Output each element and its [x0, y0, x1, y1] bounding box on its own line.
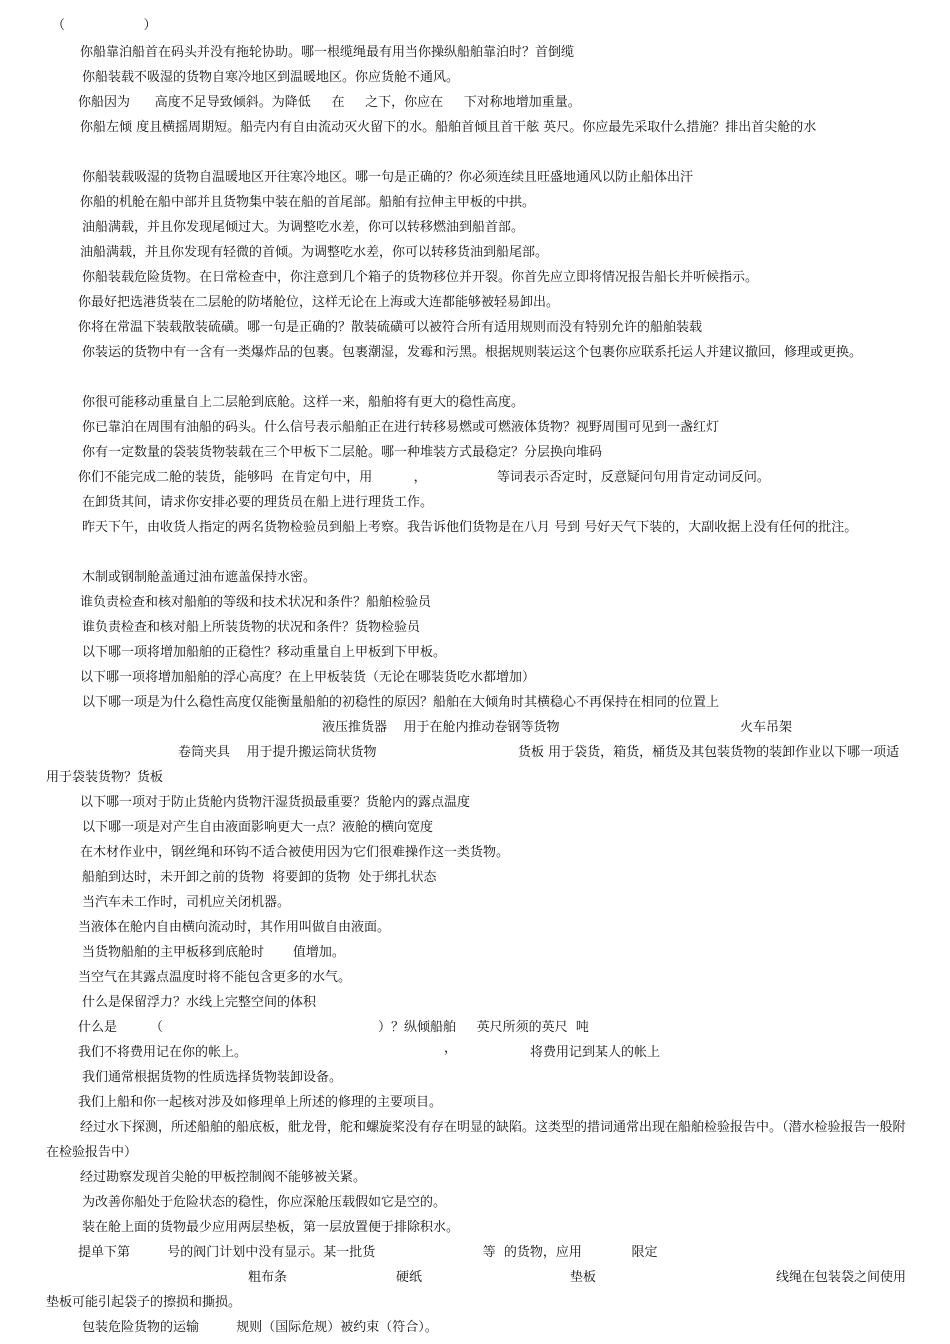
- text-paragraph-19: 昨天下午，由收货人指定的两名货物检验员到船上考察。我告诉他们货物是在八月 号到 号好天气下装的，大副收据上没有任何的批注。: [82, 520, 858, 535]
- text-line-41: ，: [444, 1041, 458, 1056]
- text-paragraph-29: 货板 用于袋货，箱货，桶货及其包装货物的装卸作业以下哪一项适用于袋装货物？货板: [46, 745, 900, 785]
- text-line-36: 当货物船舶的主甲板移到底舱时 值增加。: [82, 945, 345, 960]
- text-line-46: 经过勘察发现首尖舱的甲板控制阀不能够被关紧。: [80, 1170, 367, 1185]
- text-line-40: 我们不将费用记在你的帐上。: [78, 1045, 248, 1060]
- text-line-39: 什么是 （ ）？纵倾船舶 英尺所须的英尺 吨: [78, 1020, 589, 1035]
- text-line-15: 你已靠泊在周围有油船的码头。什么信号表示船舶正在进行转移易燃或可燃液体货物？视野周围可见到一盏红灯: [82, 420, 720, 435]
- text-line-33: 船舶到达时，未开卸之前的货物 将要卸的货物 处于绑扎状态: [82, 870, 437, 885]
- text-paragraph-53: 线绳在包装袋之间使用垫板可能引起袋子的擦损和撕损。: [46, 1270, 907, 1310]
- text-line-26: 液压推货器 用于在舱内推动卷钢等货物: [322, 720, 560, 735]
- text-line-4: 你船因为 高度不足导致倾斜。为降低 在 之下，你应在 下对称地增加重量。: [78, 95, 581, 110]
- text-line-30: 以下哪一项对于防止货舱内货物汗湿货损最重要？货舱内的露点温度: [80, 795, 471, 810]
- text-line-31: 以下哪一项是对产生自由液面影响更大一点？液舱的横向宽度: [82, 820, 434, 835]
- text-line-16: 你有一定数量的袋装货物装载在三个甲板下二层舱。哪一种堆装方式最稳定？分层换向堆码: [82, 445, 603, 460]
- text-line-8: 油船满载，并且你发现尾倾过大。为调整吃水差，你可以转移燃油到船首部。: [82, 220, 525, 235]
- text-line-44: 我们上船和你一起核对涉及如修理单上所述的修理的主要项目。: [78, 1095, 443, 1110]
- text-line-52: 垫板: [570, 1270, 597, 1285]
- text-line-21: 谁负责检查和核对船舶的等级和技术状况和条件？船舶检验员: [80, 595, 432, 610]
- text-line-11: 你最好把选港货装在二层舱的防堵舱位，这样无论在上海或大连都能够被轻易卸出。: [78, 295, 560, 310]
- text-line-42: 将费用记到某人的帐上: [530, 1045, 661, 1060]
- text-line-14: 你很可能移动重量自上二层舱到底舱。这样一来，船舶将有更大的稳性高度。: [82, 395, 525, 410]
- text-line-37: 当空气在其露点温度时将不能包含更多的水气。: [78, 970, 352, 985]
- text-line-7: 你船的机舱在船中部并且货物集中装在船的首尾部。船舶有拉伸主甲板的中拱。: [80, 195, 536, 210]
- text-paragraph-45: 经过水下探测，所述船舶的船底板，舭龙骨，舵和螺旋桨没有存在明显的缺陷。这类型的措词通常出现在船舶检验报告中。（潜水检验报告一般附在检验报告中）: [46, 1120, 906, 1160]
- text-line-22: 谁负责检查和核对船上所装货物的状况和条件？货物检验员: [82, 620, 421, 635]
- text-line-48: 装在舱上面的货物最少应用两层垫板，第一层放置便于排除积水。: [82, 1220, 460, 1235]
- text-line-47: 为改善你船处于危险状态的稳性，你应深舱压载假如它是空的。: [82, 1195, 447, 1210]
- text-line-10: 你船装载危险货物。在日常检查中，你注意到几个箱子的货物移位并开裂。你首先应立即将情况报告船长并听候指示。: [82, 270, 759, 285]
- text-line-54: 包装危险货物的运输 规则（国际危规）被约束（符合）。: [82, 1320, 438, 1335]
- text-line-9: 油船满载，并且你发现有轻微的首倾。为调整吃水差，你可以转移货油到船尾部。: [80, 245, 549, 260]
- text-line-51: 硬纸: [396, 1270, 423, 1285]
- text-line-32: 在木材作业中，钢丝绳和环钩不适合被使用因为它们很难操作这一类货物。: [80, 845, 510, 860]
- text-line-34: 当汽车未工作时，司机应关闭机器。: [82, 895, 291, 910]
- text-line-24: 以下哪一项将增加船舶的浮心高度？在上甲板装货（无论在哪装货吃水都增加）: [80, 670, 536, 685]
- text-line-23: 以下哪一项将增加船舶的正稳性？移动重量自上甲板到下甲板。: [82, 645, 447, 660]
- text-line-27: 火车吊架: [740, 720, 793, 735]
- text-line-17: 你们不能完成二舱的装货，能够吗 在肯定句中，用 ， 等词表示否定时，反意疑问句用肯定动词反问。: [78, 470, 770, 485]
- text-paragraph-13: 你装运的货物中有一含有一类爆炸品的包裹。包裹潮湿，发霉和污黑。根据规则装运这个包裹你应联系托运人并建议撤回，修理或更换。: [82, 345, 863, 360]
- text-line-18: 在卸货其间，请求你安排必要的理货员在船上进行理货工作。: [82, 495, 434, 510]
- text-line-1: （ ）: [52, 18, 157, 33]
- text-line-25: 以下哪一项是为什么稳性高度仅能衡量船舶的初稳性的原因？船舶在大倾角时其横稳心不再保持在相同的位置上: [82, 695, 720, 710]
- text-line-28: 卷筒夹具 用于提升搬运筒状货物: [178, 745, 377, 760]
- text-line-35: 当液体在舱内自由横向流动时，其作用叫做自由液面。: [78, 920, 391, 935]
- text-line-20: 木制或钢制舱盖通过油布遮盖保持水密。: [82, 570, 317, 585]
- text-line-43: 我们通常根据货物的性质选择货物装卸设备。: [82, 1070, 343, 1085]
- text-line-38: 什么是保留浮力？水线上完整空间的体积: [82, 995, 317, 1010]
- text-line-2: 你船靠泊船首在码头并没有拖轮协助。哪一根缆绳最有用当你操纵船舶靠泊时？首倒缆: [80, 45, 575, 60]
- text-line-3: 你船装载不吸湿的货物自寒冷地区到温暖地区。你应货舱不通风。: [82, 70, 460, 85]
- text-paragraph-5: 你船左倾 度且横摇周期短。船壳内有自由流动灭火留下的水。船舶首倾且首干舷 英尺。你应最先采取什么措施？排出首尖舱的水: [80, 120, 817, 135]
- text-line-50: 粗布条: [248, 1270, 288, 1285]
- text-line-49: 提单下第 号的阀门计划中没有显示。某一批货 等 的货物，应用 限定: [78, 1245, 658, 1260]
- text-line-6: 你船装载吸湿的货物自温暖地区开往寒冷地区。哪一句是正确的？你必须连续且旺盛地通风以防止船体出汗: [82, 170, 694, 185]
- text-line-12: 你将在常温下装载散装硫磺。哪一句是正确的？散装硫磺可以被符合所有适用规则而没有特别允许的船舶装载: [78, 320, 703, 335]
